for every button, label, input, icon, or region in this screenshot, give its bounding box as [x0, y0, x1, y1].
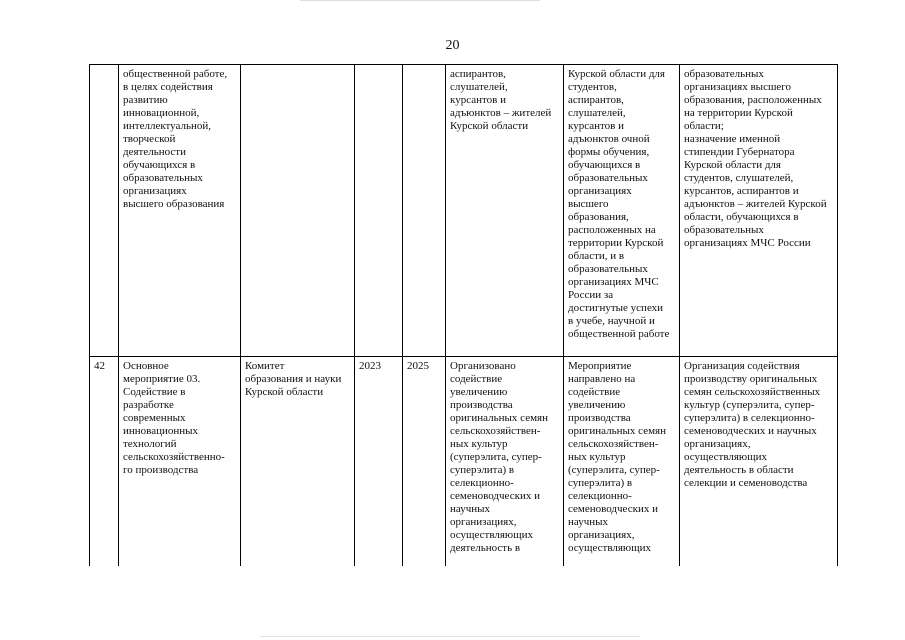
text-line: деятельность в [450, 542, 521, 554]
text-line: в учебе, научной и [568, 315, 655, 327]
text-line: высшего образования [123, 198, 225, 210]
cell-end-year: 2025 [403, 357, 446, 567]
text-line: инновационных [123, 425, 199, 437]
text-line: сельскохозяйственно- [123, 451, 225, 463]
text-line: организациях, [684, 438, 751, 450]
text-line: обучающихся в [568, 159, 641, 171]
text-line: организациях МЧС России [684, 237, 811, 249]
cell-expected-result [446, 65, 564, 357]
text-line: осуществляющих [568, 542, 651, 554]
cell-number [90, 65, 119, 357]
text-line: технологий [123, 438, 177, 450]
text-line: содействие [450, 373, 503, 385]
text-line: организациях, [450, 516, 517, 528]
cell-indicator-link [680, 357, 838, 567]
document-table [89, 64, 838, 566]
text-line: мероприятие 03. [123, 373, 201, 385]
table-row [90, 357, 838, 567]
text-line: адъюнктов – жителей Курской [684, 198, 827, 210]
text-line: (суперэлита, супер- [450, 451, 542, 463]
cell-event-name [119, 65, 241, 357]
text-line: Курской области [450, 120, 529, 132]
text-line: Комитет [245, 360, 285, 372]
text-line: Курской области для [684, 159, 781, 171]
text-line: культур (суперэлита, супер- [684, 399, 815, 411]
text-line: адъюнктов очной [568, 133, 650, 145]
page-number: 20 [445, 38, 460, 53]
text-line: слушателей, [568, 107, 626, 119]
text-line: селекционно- [450, 477, 514, 489]
text-line: суперэлита) в [568, 477, 633, 489]
text-line: Курской области [245, 386, 324, 398]
text-line: содействие [568, 386, 621, 398]
text-line: Курской области для [568, 68, 665, 80]
text-line: организациях [568, 185, 632, 197]
text-line: оригинальных семян [568, 425, 666, 437]
cell-end-year [403, 65, 446, 357]
text-line: организациях, [568, 529, 635, 541]
text-line: развитию [123, 94, 168, 106]
text-line: образования и науки [245, 373, 342, 385]
text-line: образования, [568, 211, 629, 223]
text-line: увеличению [450, 386, 508, 398]
text-line: селекции и семеноводства [684, 477, 808, 489]
cell-event-description [564, 357, 680, 567]
text-line: производства [450, 399, 513, 411]
text-line: курсантов и [568, 120, 624, 132]
text-line: Содействие в [123, 386, 186, 398]
text-line: разработке [123, 399, 174, 411]
text-line: расположенных на [568, 224, 656, 236]
text-line: Основное [123, 360, 169, 372]
text-line: образовательных [684, 224, 764, 236]
text-line: (суперэлита, супер- [568, 464, 660, 476]
text-line: на территории Курской [684, 107, 793, 119]
text-line: аспирантов, [568, 94, 624, 106]
text-line: образовательных [123, 172, 203, 184]
cell-event-name [119, 357, 241, 567]
text-line: формы обучения, [568, 146, 650, 158]
text-line: суперэлита) в [450, 464, 515, 476]
cell-responsible [241, 357, 355, 567]
text-line: осуществляющих [450, 529, 533, 541]
text-line: семеноводческих и [568, 503, 658, 515]
text-line: современных [123, 412, 186, 424]
text-line: сельскохозяйствен- [450, 425, 541, 437]
text-line: студентов, [568, 81, 617, 93]
scan-edge-bottom [260, 636, 640, 637]
text-line: семян сельскохозяйственных [684, 386, 821, 398]
text-line: Организовано [450, 360, 516, 372]
text-line: организациях высшего [684, 81, 792, 93]
text-line: общественной работе [568, 328, 670, 340]
text-line: курсантов и [450, 94, 506, 106]
text-line: России за [568, 289, 614, 301]
text-line: в целях содействия [123, 81, 213, 93]
text-line: деятельность в области [684, 464, 794, 476]
text-line: Организация содействия [684, 360, 800, 372]
text-line: го производства [123, 464, 199, 476]
text-line: высшего [568, 198, 609, 210]
text-line: области; [684, 120, 724, 132]
table-row [90, 65, 838, 357]
text-line: сельскохозяйствен- [568, 438, 659, 450]
cell-responsible [241, 65, 355, 357]
text-line: слушателей, [450, 81, 508, 93]
text-line: суперэлита) в селекционно- [684, 412, 815, 424]
text-line: осуществляющих [684, 451, 767, 463]
cell-number: 42 [90, 357, 119, 567]
text-line: области, обучающихся в [684, 211, 799, 223]
cell-event-description [564, 65, 680, 357]
text-line: организациях МЧС [568, 276, 659, 288]
text-line: обучающихся в [123, 159, 196, 171]
text-line: образовательных [684, 68, 764, 80]
text-line: Мероприятие [568, 360, 632, 372]
scan-edge-top [300, 0, 540, 1]
text-line: образования, расположенных [684, 94, 822, 106]
text-line: курсантов, аспирантов и [684, 185, 799, 197]
text-line: семеноводческих и научных [684, 425, 817, 437]
text-line: стипендии Губернатора [684, 146, 795, 158]
text-line: организациях [123, 185, 187, 197]
text-line: области, и в [568, 250, 625, 262]
text-line: адъюнктов – жителей [450, 107, 552, 119]
text-line: направлено на [568, 373, 636, 385]
cell-start-year [355, 65, 403, 357]
text-line: образовательных [568, 172, 648, 184]
text-line: студентов, слушателей, [684, 172, 794, 184]
text-line: увеличению [568, 399, 626, 411]
text-line: ных культур [568, 451, 626, 463]
text-line: творческой [123, 133, 176, 145]
text-line: научных [568, 516, 609, 528]
text-line: селекционно- [568, 490, 632, 502]
text-line: научных [450, 503, 491, 515]
text-line: инновационной, [123, 107, 200, 119]
text-line: образовательных [568, 263, 648, 275]
cell-expected-result [446, 357, 564, 567]
text-line: производству оригинальных [684, 373, 818, 385]
text-line: достигнутые успехи [568, 302, 664, 314]
text-line: аспирантов, [450, 68, 506, 80]
text-line: деятельности [123, 146, 186, 158]
cell-start-year: 2023 [355, 357, 403, 567]
text-line: общественной работе, [123, 68, 228, 80]
text-line: назначение именной [684, 133, 781, 145]
text-line: ных культур [450, 438, 508, 450]
cell-indicator-link [680, 65, 838, 357]
text-line: интеллектуальной, [123, 120, 212, 132]
text-line: оригинальных семян [450, 412, 548, 424]
text-line: территории Курской [568, 237, 664, 249]
text-line: производства [568, 412, 631, 424]
text-line: семеноводческих и [450, 490, 540, 502]
